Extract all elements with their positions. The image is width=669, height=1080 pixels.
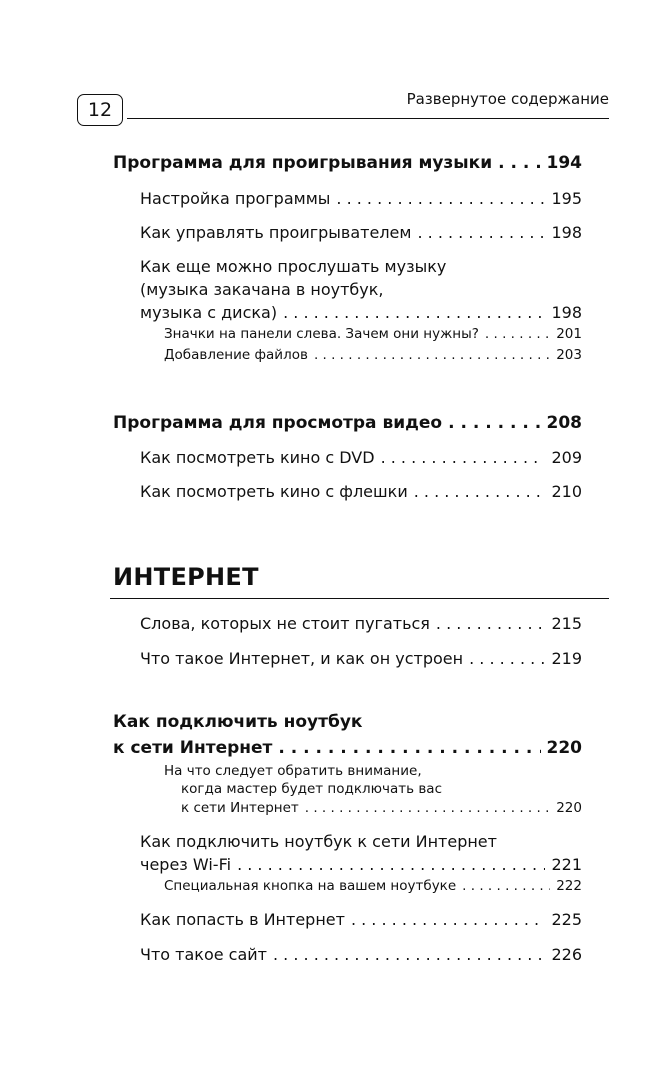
toc-entry-player-control[interactable] (140, 223, 582, 242)
running-title: Развернутое содержание (406, 90, 609, 108)
toc-entry-attention-line1: На что следует обратить внимание, (164, 763, 422, 779)
page-number (77, 94, 123, 126)
toc-entry-title: Настройка программы (140, 189, 331, 208)
toc-leader-dots (417, 223, 545, 242)
toc-entry-page: 198 (551, 303, 582, 322)
toc-entry-title: Как попасть в Интернет (140, 910, 345, 929)
toc-entry-other-listen-line2: (музыка закачана в ноутбук, (140, 280, 384, 299)
toc-entry-page: 220 (546, 738, 582, 758)
toc-entry-page: 219 (551, 649, 582, 668)
toc-leader-dots (336, 189, 545, 208)
toc-leader-dots (448, 413, 540, 433)
toc-leader-dots (414, 482, 546, 501)
toc-entry-page: 222 (556, 878, 582, 894)
toc-entry-special-button[interactable] (164, 878, 582, 894)
toc-entry-wifi-connect[interactable] (140, 855, 582, 874)
toc-entry-program-setup[interactable] (140, 189, 582, 208)
toc-entry-wifi-connect-line1: Как подключить ноутбук к сети Интернет (140, 832, 497, 851)
part-title: ИНТЕРНЕТ (113, 563, 259, 591)
toc-leader-dots (485, 326, 550, 342)
toc-entry-video-program[interactable] (113, 413, 582, 433)
toc-entry-title: Что такое сайт (140, 945, 267, 964)
toc-entry-page: 210 (551, 482, 582, 501)
toc-entry-page: 195 (551, 189, 582, 208)
toc-entry-page: 220 (556, 800, 582, 816)
toc-entry-title: к сети Интернет (181, 800, 299, 816)
toc-entry-page: 198 (551, 223, 582, 242)
toc-leader-dots (283, 303, 545, 322)
toc-entry-connect-laptop[interactable] (113, 738, 582, 758)
toc-leader-dots (381, 448, 546, 467)
toc-entry-title: Программа для просмотра видео (113, 413, 443, 433)
toc-entry-title: Программа для проигрывания музыки (113, 153, 493, 173)
section-rule (110, 598, 609, 599)
toc-entry-attention[interactable] (181, 800, 582, 816)
toc-entry-page: 209 (551, 448, 582, 467)
toc-leader-dots (273, 945, 545, 964)
toc-entry-title: Как посмотреть кино с флешки (140, 482, 408, 501)
toc-entry-title: Специальная кнопка на вашем ноутбуке (164, 878, 457, 894)
toc-entry-page: 194 (546, 153, 582, 173)
toc-entry-other-listen[interactable] (140, 303, 582, 322)
toc-entry-attention-line2: когда мастер будет подключать вас (181, 781, 443, 797)
toc-entry-page: 208 (546, 413, 582, 433)
toc-entry-other-listen-line1: Как еще можно прослушать музыку (140, 257, 447, 276)
toc-leader-dots (351, 910, 546, 929)
toc-entry-page: 203 (556, 347, 582, 363)
toc-entry-adding-files[interactable] (164, 347, 582, 363)
toc-entry-page: 225 (551, 910, 582, 929)
toc-entry-title: Значки на панели слева. Зачем они нужны? (164, 326, 479, 342)
toc-entry-page: 226 (551, 945, 582, 964)
toc-entry-title: Как управлять проигрывателем (140, 223, 412, 242)
toc-entry-get-online[interactable] (140, 910, 582, 929)
toc-leader-dots (237, 855, 545, 874)
toc-entry-connect-laptop-line1: Как подключить ноутбук (113, 712, 363, 732)
toc-leader-dots (314, 347, 550, 363)
toc-entry-words-not-fear[interactable] (140, 614, 582, 633)
toc-entry-title: Добавление файлов (164, 347, 308, 363)
toc-entry-page: 201 (556, 326, 582, 342)
toc-entry-title: Слова, которых не стоит пугаться (140, 614, 430, 633)
header-rule (127, 118, 609, 119)
toc-leader-dots (498, 153, 540, 173)
toc-entry-left-panel-icons[interactable] (164, 326, 582, 342)
toc-leader-dots (305, 800, 550, 816)
toc-entry-title: Как посмотреть кино с DVD (140, 448, 375, 467)
toc-entry-flash-movie[interactable] (140, 482, 582, 501)
toc-entry-title: через Wi-Fi (140, 855, 232, 874)
toc-entry-title: к сети Интернет (113, 738, 273, 758)
toc-entry-page: 215 (551, 614, 582, 633)
toc-leader-dots (462, 878, 550, 894)
toc-entry-title: музыка с диска) (140, 303, 278, 322)
toc-leader-dots (469, 649, 545, 668)
toc-leader-dots (278, 738, 540, 758)
toc-entry-music-program[interactable] (113, 153, 582, 173)
toc-leader-dots (436, 614, 546, 633)
toc-entry-page: 221 (551, 855, 582, 874)
toc-entry-what-site[interactable] (140, 945, 582, 964)
toc-entry-dvd-movie[interactable] (140, 448, 582, 467)
toc-entry-what-internet[interactable] (140, 649, 582, 668)
toc-entry-title: Что такое Интернет, и как он устроен (140, 649, 464, 668)
page-number-text: 12 (87, 99, 113, 121)
